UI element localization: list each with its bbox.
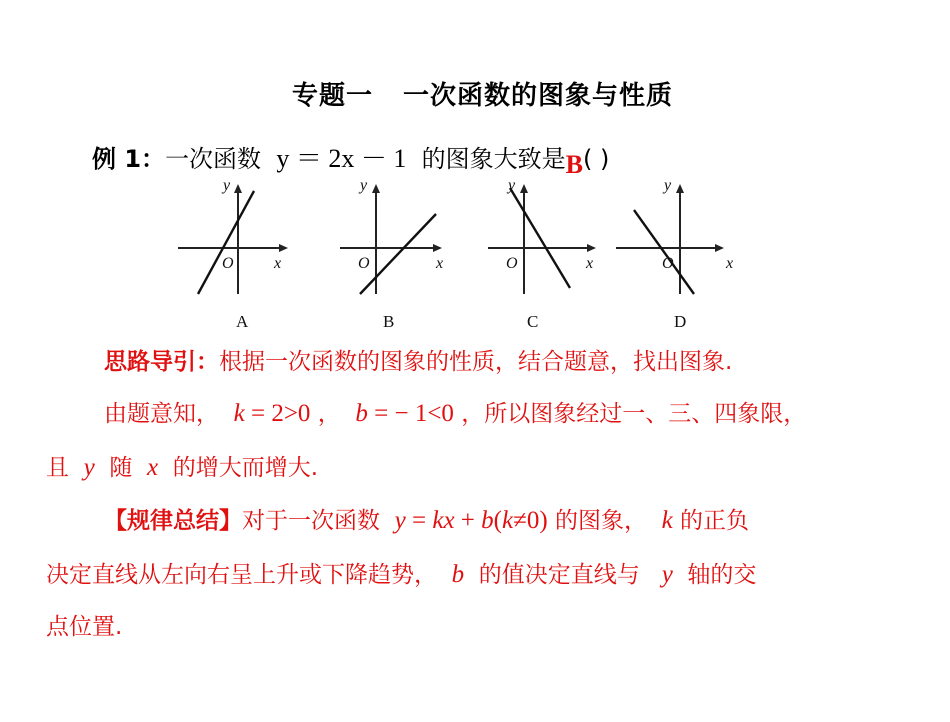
summary-y2: y [661,561,673,588]
answer-mark: B [565,150,583,179]
summary-b: b [481,507,494,534]
summary-b2: b [451,561,465,588]
graph-c [488,176,608,296]
summary-line-3 [46,608,122,641]
option-a-label: A [236,312,249,331]
analysis-k-value: = 2>0 [244,400,311,427]
analysis-text-1: 由题意知， [104,401,219,427]
summary-text-5: 的值决定直线与 [478,562,640,588]
summary-text-2: 的图象， [554,508,647,534]
graph-a-xlabel: x [274,255,282,272]
summary-equals: = [405,507,433,534]
summary-text-7: 点位置. [46,614,123,640]
graph-a [178,176,298,296]
summary-k: k [501,507,514,534]
hint-label: 思路导引： [104,349,219,375]
graph-b [340,176,460,296]
summary-line-1 [104,502,749,535]
question-expression: y ＝ 2x － 1 [276,144,407,173]
question [92,138,610,179]
graph-c-line [510,188,570,288]
summary-text-3: 的正负 [680,508,749,534]
hint-line [104,343,732,376]
graph-c-origin: O [506,255,518,272]
summary-line-2 [46,556,756,589]
graph-c-xlabel: x [586,255,594,272]
graph-b-ylabel: y [360,177,368,194]
summary-text-6: 轴的交 [687,562,757,588]
option-d-label: D [674,312,687,331]
analysis-line-1 [104,395,806,428]
summary-neq: ≠0) [513,507,548,534]
analysis-text-6: 的增大而增大. [172,455,319,481]
graph-d-xlabel: x [726,255,734,272]
graph-c-ylabel: y [508,177,516,194]
graph-b-line [360,214,436,294]
summary-plus: + [454,507,482,534]
summary-paren: ( [493,507,502,534]
paren-close: ) [599,145,610,173]
graph-a-origin: O [222,255,234,272]
title-part2: 一次函数的图象与性质 [403,81,674,111]
page-title [292,75,673,112]
graph-d [616,176,746,296]
question-text2: 的图象大致是 [421,145,566,173]
analysis-k: k [233,400,245,427]
graph-d-ylabel: y [664,177,672,194]
summary-kx: kx [432,507,455,534]
summary-y: y [394,507,406,534]
analysis-b-value: = − 1<0 [367,400,454,427]
analysis-line-2 [46,449,318,482]
graph-d-line [634,210,694,294]
summary-text-1: 对于一次函数 [242,508,380,534]
summary-text-4: 决定直线从左向右呈上升或下降趋势， [46,562,437,588]
option-b-label: B [383,312,395,331]
graph-d-origin: O [662,255,674,272]
summary-k2: k [661,507,673,534]
graph-a-ylabel: y [223,177,231,194]
analysis-b: b [355,400,368,427]
graph-b-origin: O [358,255,370,272]
analysis-text-2: ， [317,401,341,427]
analysis-x: x [146,454,159,481]
analysis-text-4: 且 [46,455,69,481]
option-c-label: C [527,312,539,331]
hint-text: 根据一次函数的图象的性质，结合题意，找出图象. [219,349,733,375]
title-part1: 专题一 [292,81,374,111]
question-text1: 一次函数 [165,145,262,173]
paren-open: ( [582,145,593,173]
graph-b-xlabel: x [436,255,444,272]
graph-a-line [198,191,254,294]
summary-label: 【规律总结】 [104,508,242,534]
analysis-text-3: ，所以图象经过一、三、四象限， [461,401,807,427]
analysis-text-5: 随 [109,455,133,481]
analysis-y: y [83,454,95,481]
question-label: 例 1： [92,145,166,173]
